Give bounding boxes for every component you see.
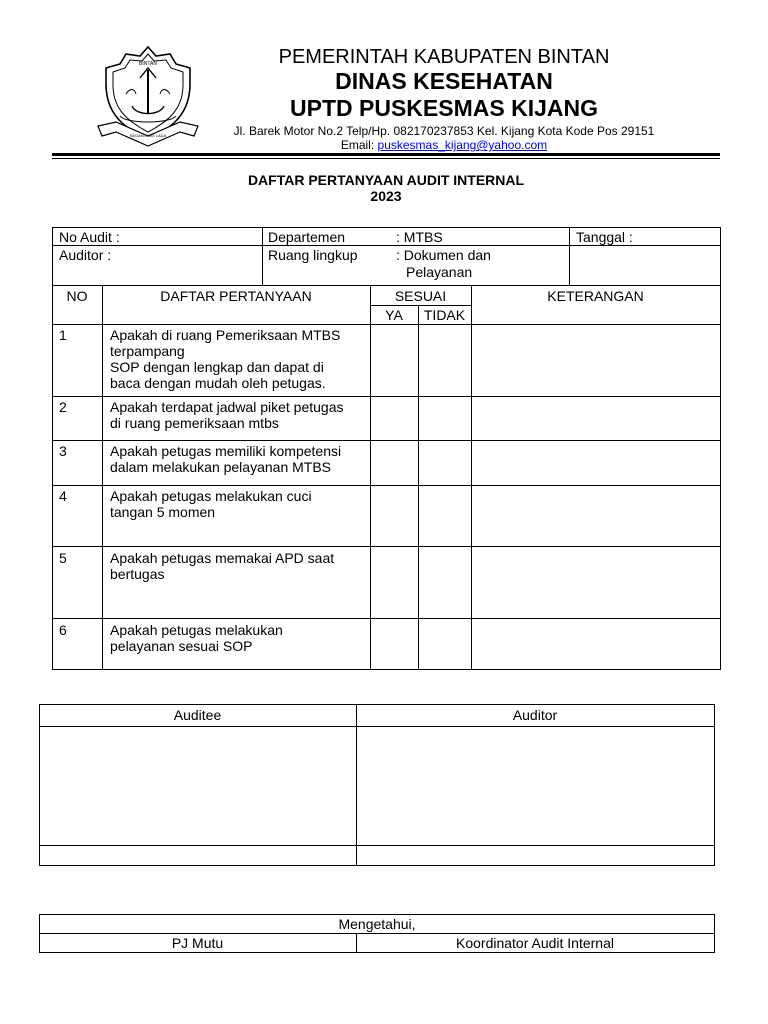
departemen-value: : MTBS xyxy=(396,229,443,245)
table-line xyxy=(471,285,472,670)
email-label: Email: xyxy=(340,138,378,152)
table-line xyxy=(39,865,715,866)
bintan-regency-logo xyxy=(96,44,200,150)
question-line: terpampang xyxy=(110,343,185,359)
question-line: pelayanan sesuai SOP xyxy=(110,638,253,654)
question-text xyxy=(110,622,368,654)
question-line: dalam melakukan pelayanan MTBS xyxy=(110,459,332,475)
pj-mutu-label: PJ Mutu xyxy=(171,935,224,951)
table-line xyxy=(52,546,721,547)
table-line xyxy=(102,285,103,670)
table-line xyxy=(52,669,721,670)
logo-motto-text: SEGANTANG LADA xyxy=(129,133,167,138)
approval-title: Mengetahui, xyxy=(338,916,416,932)
table-line xyxy=(370,285,371,670)
question-line: Apakah petugas memiliki kompetensi xyxy=(110,443,342,459)
col-header-ya: YA xyxy=(385,307,403,323)
koordinator-label: Koordinator Audit Internal xyxy=(456,935,614,951)
header-address: Jl. Barek Motor No.2 Telp/Hp. 082170237853 Kel. Kijang Kota Kode Pos 29151 xyxy=(233,124,655,138)
table-line xyxy=(52,245,721,246)
table-line xyxy=(356,704,357,866)
table-line xyxy=(39,914,715,915)
col-header-tidak: TIDAK xyxy=(423,307,466,323)
ruang-lingkup-value: : Dokumen dan xyxy=(396,247,491,263)
no-audit-label: No Audit : xyxy=(59,229,120,245)
row-no: 3 xyxy=(59,443,67,459)
header-rule-thick xyxy=(52,153,720,156)
table-line xyxy=(39,704,40,866)
question-line: baca dengan mudah oleh petugas. xyxy=(110,375,326,391)
col-header-no: NO xyxy=(66,288,88,304)
table-line xyxy=(52,618,721,619)
row-no: 2 xyxy=(59,399,67,415)
table-line xyxy=(262,227,263,285)
table-line xyxy=(720,227,721,670)
table-line xyxy=(52,485,721,486)
table-line xyxy=(418,305,419,670)
auditee-heading: Auditee xyxy=(173,707,222,723)
row-no: 5 xyxy=(59,550,67,566)
question-line: bertugas xyxy=(110,566,165,582)
question-line: SOP dengan lengkap dan dapat di xyxy=(110,359,324,375)
auditor-label: Auditor : xyxy=(59,247,112,263)
question-line: Apakah terdapat jadwal piket petugas xyxy=(110,399,344,415)
table-line xyxy=(39,933,715,934)
email-link[interactable]: puskesmas_kijang@yahoo.com xyxy=(377,138,548,152)
ruang-lingkup-label: Ruang lingkup xyxy=(268,247,358,263)
question-line: Apakah di ruang Pemeriksaan MTBS xyxy=(110,327,341,343)
question-text xyxy=(110,550,368,582)
col-header-question: DAFTAR PERTANYAAN xyxy=(160,288,312,304)
row-no: 1 xyxy=(59,327,67,343)
row-no: 4 xyxy=(59,488,67,504)
question-line: Apakah petugas melakukan xyxy=(110,622,283,638)
col-header-sesuai: SESUAI xyxy=(394,288,447,304)
document-title: DAFTAR PERTANYAAN AUDIT INTERNAL xyxy=(247,172,525,188)
header-email-line xyxy=(200,138,688,152)
auditor-heading: Auditor xyxy=(512,707,558,723)
question-line: Apakah petugas melakukan cuci xyxy=(110,488,312,504)
table-line xyxy=(39,704,715,705)
document-year: 2023 xyxy=(370,188,402,204)
table-line xyxy=(52,227,721,228)
question-line: tangan 5 momen xyxy=(110,504,216,520)
table-line xyxy=(39,952,715,953)
question-text xyxy=(110,327,368,391)
header-government: PEMERINTAH KABUPATEN BINTAN xyxy=(278,46,610,68)
table-line xyxy=(52,324,721,325)
col-header-keterangan: KETERANGAN xyxy=(547,288,644,304)
table-line xyxy=(52,440,721,441)
question-text xyxy=(110,399,368,431)
table-line xyxy=(52,285,721,286)
question-line: Apakah petugas memakai APD saat xyxy=(110,550,335,566)
table-line xyxy=(370,305,472,306)
question-line: di ruang pemeriksaan mtbs xyxy=(110,415,279,431)
logo-top-text: BINTAN xyxy=(139,61,157,67)
header-unit: UPTD PUSKESMAS KIJANG xyxy=(290,95,598,121)
departemen-label: Departemen xyxy=(268,229,346,245)
question-text xyxy=(110,488,368,520)
tanggal-label: Tanggal : xyxy=(576,229,633,245)
table-line xyxy=(39,726,715,727)
table-line xyxy=(52,396,721,397)
header-rule-thin xyxy=(52,158,720,159)
table-line xyxy=(569,227,570,285)
row-no: 6 xyxy=(59,622,67,638)
header-agency: DINAS KESEHATAN xyxy=(335,68,553,94)
table-line xyxy=(39,845,715,846)
ruang-lingkup-value-cont: Pelayanan xyxy=(406,264,473,280)
question-text xyxy=(110,443,368,475)
table-line xyxy=(714,704,715,866)
